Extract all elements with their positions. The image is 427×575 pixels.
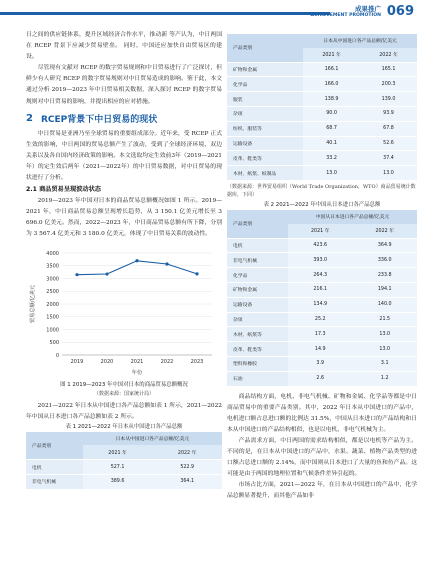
table2-year-header: 2022 年 [352,224,417,238]
row-name: 非电气机械 [26,475,83,489]
row-value-2022: 93.9 [360,106,417,121]
row-name: 木材、纸浆等 [227,327,288,342]
table-row [227,136,417,151]
figure-caption: 图 1 2019—2023 年中国对日本的商品贸易总额概况 [60,381,188,388]
y-tick-label: 2500 [46,288,59,295]
table1-year-header: 2021 年 [83,445,153,459]
table1c-group-header: 日本从中国进口各产品总额/亿美元 [303,34,417,48]
row-name: 塑料和橡胶 [227,356,288,371]
x-tick-label: 2020 [100,358,114,365]
section-paragraph: 中日贸易是亚洲乃至全球贸易的重要组成部分。近年来，受 RCEP 正式生效的影响，中日两国的贸易总额产生了波动，受到了全球经济环境、双边关系以及各自国内经济政策的影响。本文选取均定生效前3年（2019—2021年）的定生效后两年（2021—2022年）的中日贸易数据，对中日贸易的现状进行了分析。 [26,130,222,182]
row-value-2022: 3.1 [352,356,417,371]
header-column [311,5,381,19]
row-value-2022: 67.8 [360,121,417,136]
data-point [75,273,78,276]
row-name: 运输设备 [227,297,288,312]
row-name: 化学品 [227,268,288,283]
table1-caption: 表 1 2021—2022 年日本从中国进口各产品总额 [65,423,183,430]
row-name: 矿物和金属 [227,62,303,77]
right-paragraph: 产品需求方面，中日两国的需求结构相似，都是以电机等产品为主。不同的是，在日本从中国进口的产品中，水果、蔬菜、植物产品类型的进口额占总进口额的 2.14%，而中国则从日本进口了大量的鱼和鱼产品。这可能是由于两国的地理位置和气候条件差异引起的。 [227,437,417,478]
table1c-year-header: 2022 年 [360,48,417,62]
row-value-2022: 1.2 [352,371,417,385]
table-row [227,297,417,312]
y-tick-label: 1000 [46,326,59,333]
section-heading [26,112,222,125]
row-name: 石油 [227,371,288,385]
row-value-2021: 68.7 [303,121,360,136]
intro-paragraph: 尽管现有文献对 RCEP 的数字贸易规则和中日贸易进行了广泛探讨，但鲜少有人研究 RCEP 的数字贸易规则对中日贸易造成的影响。鉴于此，本文通过分析 2019—2023 年中日贸易相关数据，深入探讨 RCEP 的数字贸易规则对中日贸易的影响，并提出相应的应对措施。 [26,65,222,105]
row-name: 电机 [227,238,288,253]
subsection-paragraph: 2019—2023 年中国对日本的商品贸易总额概况如图 1 所示。2019—2021 年，中日商品贸易总额呈现增长趋势，从 3 150.1 亿美元增长至 3 696.0 亿美元。然而，2022—2023 年，中日商品贸易总额有所下降，分别为 3 567.4 亿美元和 3 180.0 亿美元，体现了中日贸易关系的波动性。 [26,198,222,238]
table-row [227,268,417,283]
row-value-2022: 522.9 [152,460,222,475]
data-point [195,272,198,275]
table-row [227,166,417,180]
row-name: 皮革、鞋类等 [227,151,303,166]
row-value-2022: 336.0 [352,253,417,268]
row-value-2021: 17.3 [288,327,352,342]
row-name: 杂项 [227,312,288,327]
table-row [26,475,222,489]
data-point [165,262,168,265]
table-row [227,371,417,385]
row-value-2021: 166.1 [303,62,360,77]
column-name-en: ACHIEVEMENT PROMOTION [310,13,381,18]
row-value-2022: 139.0 [360,92,417,107]
table-row [227,282,417,297]
table-row [227,312,417,327]
row-value-2022: 140.0 [352,297,417,312]
table1c-year-header: 2021 年 [303,48,360,62]
row-value-2022: 13.0 [360,166,417,180]
row-value-2021: 423.6 [288,238,352,253]
row-value-2021: 166.0 [303,77,360,92]
table-row [227,238,417,253]
x-tick-label: 2021 [130,358,144,365]
table-row [227,356,417,371]
left-column [26,30,222,489]
row-value-2021: 33.2 [303,151,360,166]
row-value-2022: 194.1 [352,282,417,297]
x-axis-label: 年份 [131,369,143,376]
figure-source: （数据来源：国家统计局） [93,390,154,397]
table-row [227,92,417,107]
section-number: 2 [26,112,33,124]
row-value-2022: 364.1 [152,475,222,489]
row-value-2021: 134.9 [288,297,352,312]
y-tick-label: 3000 [46,275,59,282]
row-name: 运输设备 [227,136,303,151]
row-value-2021: 25.2 [288,312,352,327]
table1-year-header: 2022 年 [152,445,222,459]
table-row [227,327,417,342]
row-value-2022: 21.5 [352,312,417,327]
row-value-2022: 13.0 [352,342,417,357]
row-value-2022: 52.6 [360,136,417,151]
y-tick-label: 1500 [46,314,59,321]
x-tick-label: 2022 [160,358,174,365]
row-value-2021: 14.9 [288,342,352,357]
chart-svg [26,245,222,377]
table2-caption: 表 2 2021—2022 年中国从日本进口各产品总额 [263,201,381,208]
after-chart-paragraph: 2021—2022 年日本从中国进口各产品总额如表 1 所示，2021—2022 年中国从日本进口各产品总额如表 2 所示。 [26,402,222,420]
row-name: 服装 [227,92,303,107]
row-name: 化学品 [227,77,303,92]
page-number: 069 [386,4,414,19]
table-row [26,460,222,475]
table1-name-header: 产品类别 [26,432,83,460]
column-name: 成果推广 [355,5,381,13]
row-value-2022: 200.3 [360,77,417,92]
table-row [227,62,417,77]
row-value-2021: 138.9 [303,92,360,107]
row-value-2022: 13.0 [352,327,417,342]
y-axis-label: 贸易总额/亿美元 [30,284,36,323]
data-point [105,272,108,275]
row-value-2022: 165.1 [360,62,417,77]
row-name: 非电气机械 [227,253,288,268]
row-value-2021: 393.0 [288,253,352,268]
header-rule [0,12,330,15]
table2-group-header: 中国从日本进口各产品总额/亿美元 [288,210,417,224]
right-paragraph: 市场占比方面，2021—2022 年，在日本从中国进口的产品中，化学品总额显著提升，而其他产品如非 [227,482,417,500]
table2-name-header: 产品类别 [227,210,288,238]
row-value-2021: 216.1 [288,282,352,297]
data-point [135,259,138,262]
row-name: 电机 [26,460,83,475]
row-value-2022: 233.8 [352,268,417,283]
row-value-2021: 2.6 [288,371,352,385]
trade-total-chart [26,245,222,381]
row-name: 矿物和金属 [227,282,288,297]
y-tick-label: 3500 [46,263,59,270]
row-value-2021: 527.1 [83,460,153,475]
table-row [227,121,417,136]
row-value-2022: 364.9 [352,238,417,253]
row-name: 皮革、鞋类等 [227,342,288,357]
row-value-2022: 37.4 [360,151,417,166]
row-value-2021: 40.1 [303,136,360,151]
intro-paragraph: 日之间的供应链体系，提升区域经济合作水平，推动新 等产认为，中日两国在 RCEP 背景下应减少贸易壁垒。 同时，中国还应加快自由贸易区的建设。 [26,32,222,61]
subsection-title: 2.1 商品贸易呈现波动状态 [26,186,101,194]
y-tick-label: 2000 [46,301,59,308]
row-value-2021: 13.0 [303,166,360,180]
row-value-2021: 3.9 [288,356,352,371]
row-name: 木材、纸浆、纸制品 [227,166,303,180]
table1c-name-header: 产品类别 [227,34,303,62]
series-line [77,260,197,274]
table1-group-header: 日本从中国进口各产品总额/亿美元 [83,432,222,446]
row-value-2021: 90.0 [303,106,360,121]
x-tick-label: 2023 [190,358,204,365]
table1-continued [227,34,417,180]
y-tick-label: 4000 [46,250,59,257]
table2-year-header: 2021 年 [288,224,352,238]
table1 [26,432,222,489]
y-tick-label: 500 [49,339,59,346]
table2 [227,210,417,386]
table-row [227,342,417,357]
table-row [227,106,417,121]
right-text [227,392,417,503]
row-value-2021: 264.3 [288,268,352,283]
table-source: （数据来源：世界贸易组织（World Trade Organization，WTO）商品贸易统计数据库，下同） [227,183,416,198]
table-row [227,151,417,166]
table-row [227,253,417,268]
section-title: RCEP背景下中日贸易的现状 [40,114,158,125]
row-name: 杂项 [227,106,303,121]
table-row [227,77,417,92]
row-name: 纺织、服装等 [227,121,303,136]
x-tick-label: 2019 [70,358,84,365]
right-paragraph: 商品结构方面，电机、非电气机械、矿物和金属、化学品等都是中日商品贸易中的重要产品类别。其中，2022 年日本从中国进口的产品中，电机进口额占总进口额的比例达 31.5%，中国从日本进口的产品结构和日本从中国进口的产品结构相似，也是以电机、非电气机械为主。 [227,393,417,433]
right-column [227,34,417,502]
page-header [0,0,427,28]
row-value-2021: 389.6 [83,475,153,489]
y-tick-label: 0 [55,352,59,359]
